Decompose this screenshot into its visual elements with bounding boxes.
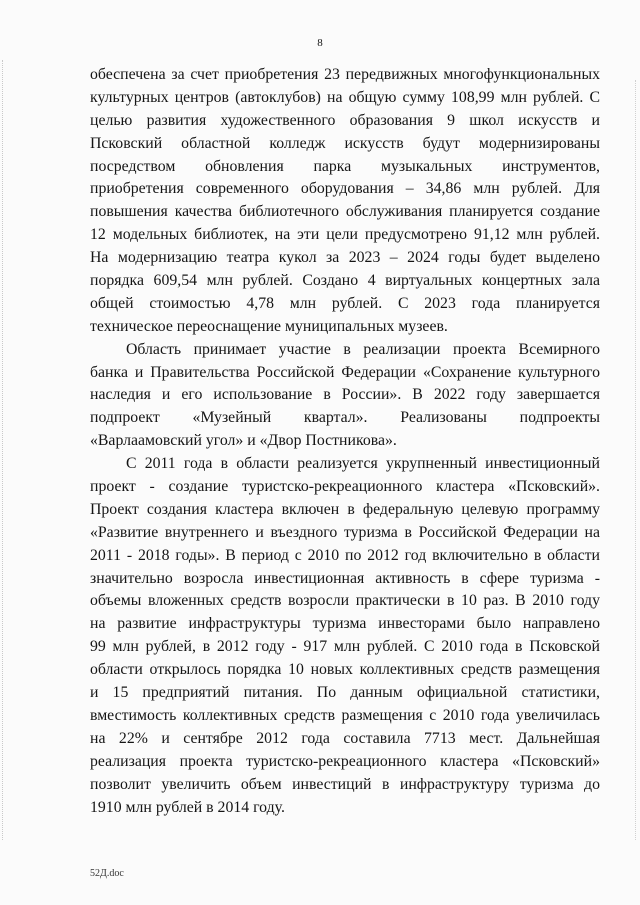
text-line: «Развитие внутреннего и въездного туризма в Российской Федерации на <box>90 523 600 541</box>
text-line: 2011 - 2018 годы». В период с 2010 по 2012 год включительно в области <box>90 546 600 564</box>
text-line: техническое переоснащение муниципальных музеев. <box>90 317 448 335</box>
text-line: 99 млн рублей, в 2012 году - 917 млн рублей. С 2010 года в Псковской <box>90 638 600 656</box>
footer-filename: 52Д.doc <box>90 868 124 879</box>
scan-edge-left <box>2 60 4 840</box>
text-line: С 2011 года в области реализуется укрупненный инвестиционный <box>126 455 600 473</box>
text-line: 1910 млн рублей в 2014 году. <box>90 798 285 816</box>
text-line: позволит увеличить объем инвестиций в инфраструктуру туризма до <box>90 775 600 793</box>
text-line: посредством обновления парка музыкальных инструментов, <box>90 157 600 175</box>
text-line: Псковский областной колледж искусств будут модернизированы <box>90 134 600 152</box>
document-body <box>90 64 600 819</box>
text-line: приобретения современного оборудования – 34,86 млн рублей. Для <box>90 180 600 198</box>
text-line: значительно возросла инвестиционная активность в сфере туризма - <box>90 569 600 587</box>
text-line: общей стоимостью 4,78 млн рублей. С 2023 года планируется <box>90 294 600 312</box>
text-line: культурных центров (автоклубов) на общую сумму 108,99 млн рублей. С <box>90 88 600 106</box>
text-line: на развитие инфраструктуры туризма инвесторами было направлено <box>90 615 600 633</box>
text-line: объемы вложенных средств возросли практически в 10 раз. В 2010 году <box>90 592 600 610</box>
text-line: наследия и его использование в России». В 2022 году завершается <box>90 386 600 404</box>
text-line: На модернизацию театра кукол за 2023 – 2024 годы будет выделено <box>90 249 600 267</box>
text-line: банка и Правительства Российской Федерации «Сохранение культурного <box>90 363 600 381</box>
paragraph <box>90 339 600 453</box>
text-line: подпроект «Музейный квартал». Реализованы подпроекты <box>90 409 600 427</box>
text-line: Область принимает участие в реализации проекта Всемирного <box>126 340 600 358</box>
text-line: и 15 предприятий питания. По данным официальной статистики, <box>90 684 600 702</box>
text-line: целью развития художественного образования 9 школ искусств и <box>90 111 600 129</box>
text-line: повышения качества библиотечного обслуживания планируется создание <box>90 203 600 221</box>
text-line: «Варлаамовский угол» и «Двор Постникова». <box>90 432 397 450</box>
paragraph <box>90 64 600 339</box>
page-number: 8 <box>317 37 323 49</box>
text-line: порядка 609,54 млн рублей. Создано 4 виртуальных концертных зала <box>90 272 600 290</box>
paragraph <box>90 453 600 819</box>
text-line: обеспечена за счет приобретения 23 передвижных многофункциональных <box>90 66 600 83</box>
text-line: на 22% и сентябре 2012 года составила 7713 мест. Дальнейшая <box>90 729 600 747</box>
text-line: Проект создания кластера включен в федеральную целевую программу <box>90 500 600 518</box>
text-line: области открылось порядка 10 новых коллективных средств размещения <box>90 661 600 679</box>
text-line: проект - создание туристско-рекреационного кластера «Псковский». <box>90 478 600 496</box>
scan-edge-right <box>635 80 637 840</box>
text-line: реализация проекта туристско-рекреационного кластера «Псковский» <box>90 752 600 770</box>
text-line: 12 модельных библиотек, на эти цели предусмотрено 91,12 млн рублей. <box>90 226 600 244</box>
text-line: вместимость коллективных средств размещения с 2010 года увеличилась <box>90 706 600 724</box>
